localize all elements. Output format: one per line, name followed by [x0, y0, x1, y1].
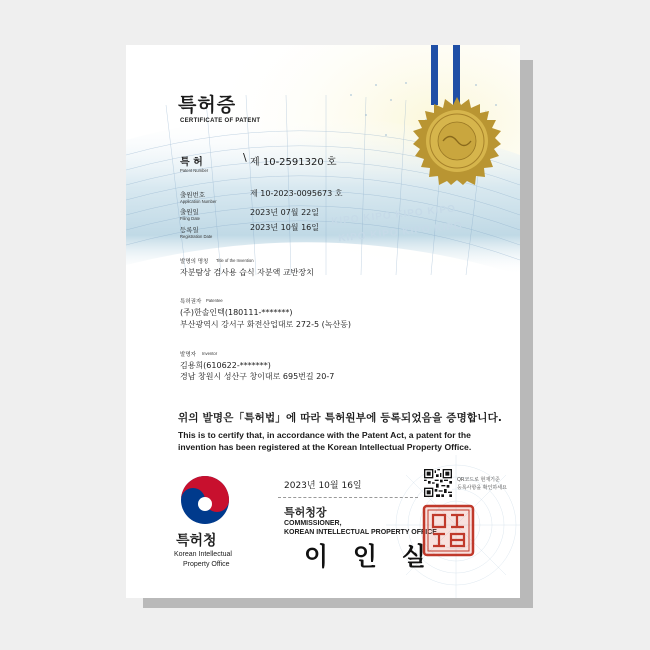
commissioner-title-en-2: KOREAN INTELLECTUAL PROPERTY OFFICE: [284, 529, 437, 536]
patentee-label-en: Patentee: [206, 298, 223, 303]
inventor-label: 발명자: [180, 352, 196, 358]
inventor-address: 경남 창원시 성산구 창이대로 695번길 20-7: [180, 372, 335, 381]
qr-note-line-2: 등록사항을 확인하세요: [457, 485, 507, 491]
ribbon-left: [431, 45, 438, 105]
application-label-en: Application Number: [180, 199, 217, 204]
filing-date-value: 2023년 07월 22일: [250, 208, 319, 217]
patentee-name: (주)한솔인텍(180111-*******): [180, 308, 293, 317]
office-name-en-1: Korean Intellectual: [174, 551, 232, 558]
watermark-text: KIPO KIPO KIPO KIPO: [330, 203, 457, 228]
invention-label: 발명의 명칭: [180, 259, 209, 265]
invention-label-en: Title of the Invention: [216, 258, 254, 263]
registration-date-label: 등록일: [180, 226, 199, 234]
certificate-paper: [126, 45, 520, 598]
office-name-ko: 특허청: [176, 533, 217, 549]
qr-note-line-1: QR코드로 현재기준: [457, 477, 500, 483]
signature-divider: [278, 497, 418, 498]
filing-date-label: 출원일: [180, 208, 199, 216]
office-name-en-2: Property Office: [183, 561, 230, 568]
patent-number-label-en: Patent Number: [180, 168, 209, 173]
patentee-label: 특허권자: [180, 299, 202, 305]
commissioner-title-en-1: COMMISSIONER,: [284, 520, 342, 527]
commissioner-signature: 이 인 실: [304, 542, 434, 571]
inventor-name: 김용희(610622-*******): [180, 361, 271, 370]
application-number-value: 제 10-2023-0095673 호: [250, 189, 343, 198]
inventor-label-en: Inventor: [202, 351, 218, 356]
certification-statement-ko: 위의 발명은「특허법」에 따라 특허원부에 등록되었음을 증명합니다.: [178, 412, 503, 424]
patent-number-divider: \: [243, 151, 247, 164]
registration-date-label-en: Registration Date: [180, 234, 213, 239]
patent-number-value: 제 10-2591320 호: [250, 157, 337, 168]
certificate-title-en: CERTIFICATE OF PATENT: [180, 118, 261, 124]
watermark-text-2: KIPO KIPO KIPO KIPO: [337, 220, 464, 245]
ribbon-right: [453, 45, 460, 105]
issue-date: 2023년 10월 16일: [284, 481, 362, 491]
registration-date-value: 2023년 10월 16일: [250, 223, 319, 232]
certificate-title: 특허증: [178, 94, 237, 116]
kipo-taegeuk-logo-icon: [178, 473, 232, 527]
application-label: 출원번호: [180, 191, 206, 199]
official-stamp-icon: [421, 503, 476, 558]
invention-title-value: 자분탐상 검사용 습식 자분액 교반장치: [180, 268, 314, 277]
certification-statement-en-1: This is to certify that, in accordance with the Patent Act, a patent for the: [178, 430, 471, 440]
commissioner-title-ko: 특허청장: [284, 506, 327, 519]
qr-code-icon: [424, 469, 452, 497]
patent-number-label: 특 허: [180, 157, 203, 168]
patentee-address: 부산광역시 강서구 화전산업대로 272-5 (녹산동): [180, 320, 352, 329]
filing-date-label-en: Filing Date: [180, 216, 201, 221]
certification-statement-en-2: invention has been registered at the Korean Intellectual Property Office.: [178, 442, 472, 452]
gold-seal-icon: [413, 97, 501, 185]
